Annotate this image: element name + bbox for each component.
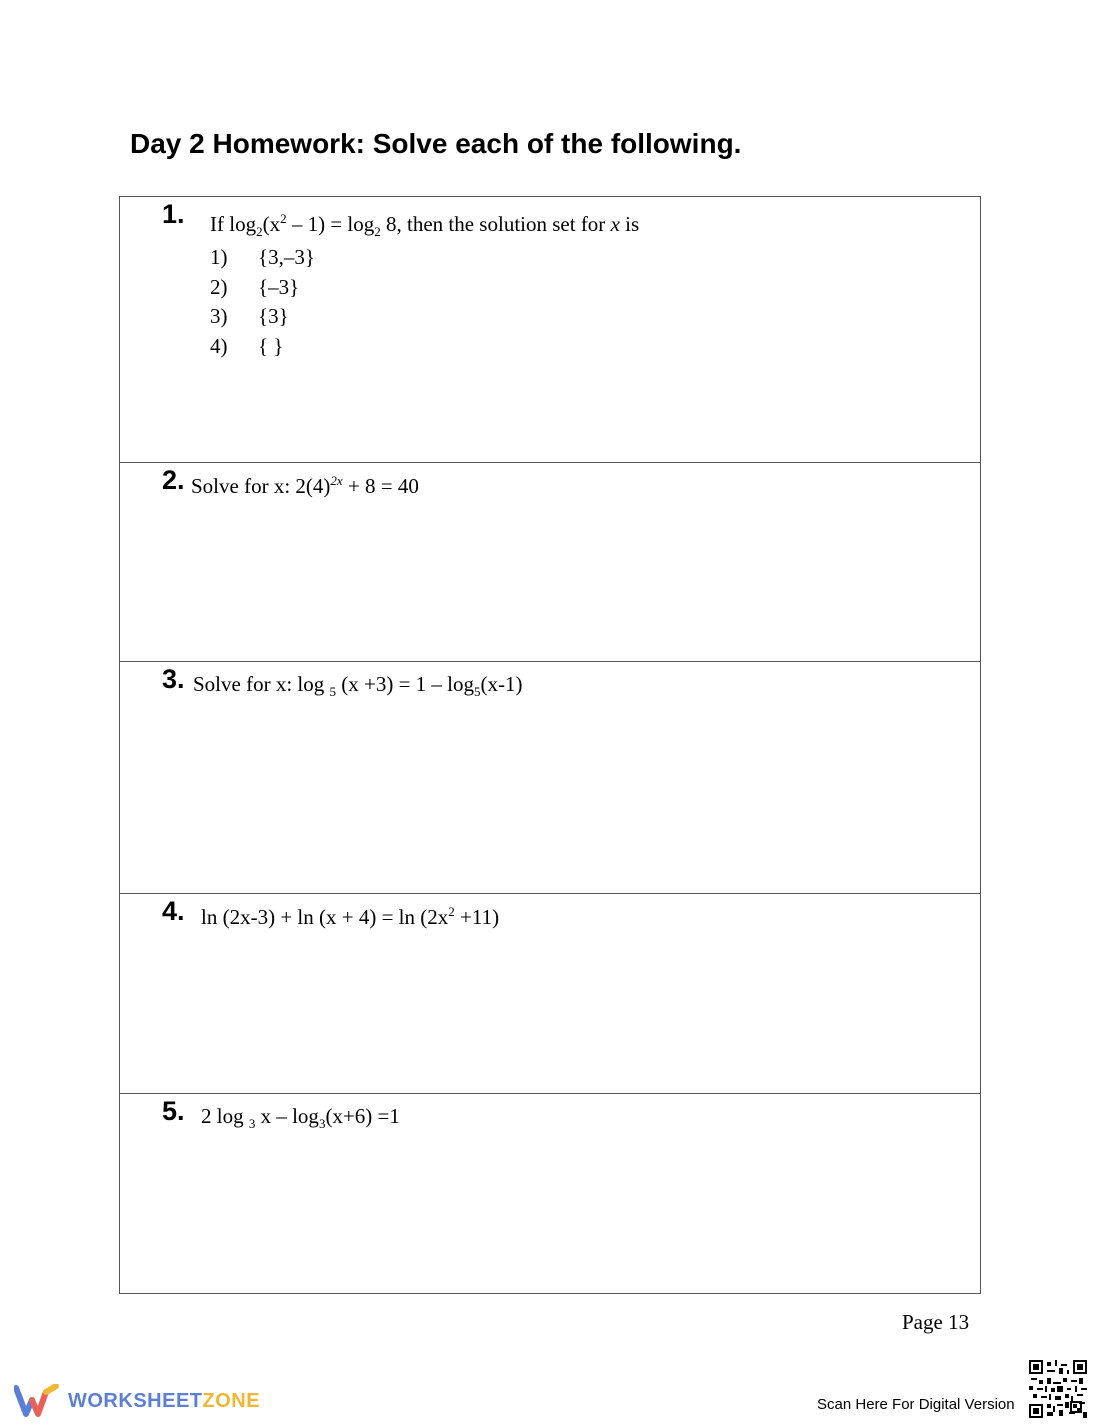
page-title: Day 2 Homework: Solve each of the following. <box>130 128 742 159</box>
problem-number: 4. <box>162 896 185 926</box>
problem-2 <box>120 462 980 661</box>
problem-4 <box>120 893 980 1093</box>
choice-2[interactable]: 2) {–3} <box>210 274 300 299</box>
problem-number: 1. <box>162 199 185 229</box>
problem-number: 2. <box>162 465 185 495</box>
choice-3[interactable]: 3) {3} <box>210 304 289 328</box>
problem-text: Solve for x: $2(4)^{2x} + 8 = 40$ <box>191 473 419 498</box>
problem-text: If $\log_2(x^2 - 1) = \log_2 8$, then the solution set for x is <box>210 211 640 240</box>
problem-number: 3. <box>162 664 185 694</box>
brand-name: WORKSHEETZONE <box>68 1389 261 1412</box>
w-logo-icon <box>14 1384 60 1418</box>
problem-5 <box>120 1093 980 1293</box>
problems-table <box>119 196 981 1294</box>
problem-number: 5. <box>162 1096 185 1126</box>
problem-text: Solve for x: log $_5$ $(x +3) = 1 - \log_5(x-1)$ <box>193 672 523 700</box>
answer-choices <box>210 245 315 363</box>
problem-1 <box>120 197 980 462</box>
choice-4[interactable]: 4) { } <box>210 333 284 358</box>
scan-text: Scan Here For Digital Version <box>817 1396 1015 1413</box>
problem-text: 2 log $_3$ $x - \log_3(x+6) =1$ <box>201 1104 400 1132</box>
choice-1[interactable]: 1) {3,–3} <box>210 245 315 269</box>
problem-3 <box>120 661 980 893</box>
problem-text: $\ln (2x-3) + \ln (x + 4) = \ln (2x^2 +11)$ <box>201 904 500 929</box>
worksheetzone-logo <box>14 1384 260 1418</box>
qr-code-icon[interactable] <box>1029 1360 1087 1418</box>
page-number: Page 13 <box>902 1310 970 1334</box>
